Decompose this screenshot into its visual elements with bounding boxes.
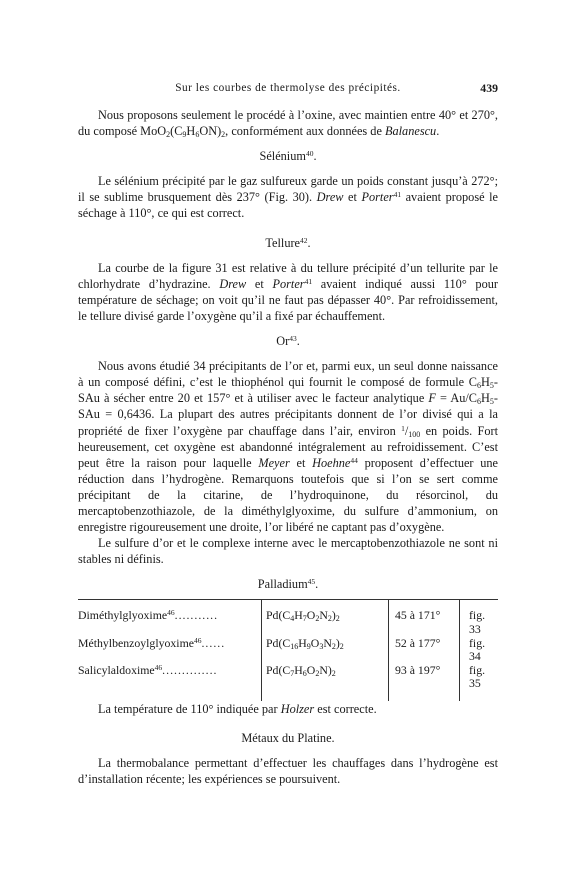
table-row: Diméthylglyoxime$^{46}$........... $Pd(C_4H_7O_2N_2)_2$ 45 à 171° fig. 33 (78, 609, 498, 636)
holzer-paragraph: La température de 110° indiquée par Holzer est correcte. (98, 702, 377, 716)
selenium-paragraph: Le sélénium précipité par le gaz sulfureux garde un poids constant jusqu’à 272°; il se sublime brusquement dès 237° (Fig. 30). Drew et Porter$^{41}$ avaient proposé le séchage à 110°, ce qui est correct. (78, 174, 498, 221)
palladium-heading: Palladium$^{45}$. (257, 577, 319, 592)
palladium-table (78, 600, 498, 701)
tellure-paragraph: La courbe de la figure 31 est relative à du tellure précipité d’un tellurite par le chlorhydrate d’hydrazine. Drew et Porter$^{41}$ avaient indiqué aussi 110° pour température de séchage; on voit qu’il ne faut pas dépasser 40°. Par refroidissement, le tellure divisé garde l’oxygène qu’il a fixé par échauffement. (78, 260, 498, 323)
platine-heading: Métaux du Platine. (241, 731, 335, 746)
table-row: Méthylbenzoylglyoxime$^{46}$...... $Pd(C_{16}H_9O_3N_2)_2$ 52 à 177° fig. 34 (78, 637, 498, 664)
platine-paragraph: La thermobalance permettant d’effectuer les chauffages dans l’hydrogène est d’installation récente; les expériences se poursuivent. (78, 756, 498, 787)
or-paragraph-2: Le sulfure d’or et le complexe interne avec le mercaptobenzothiazole ne sont ni stables ni définis. (78, 536, 498, 567)
running-header (78, 80, 498, 96)
or-paragraph: Nous avons étudié 34 précipitants de l’or et, parmi eux, un seul donne naissance à un composé défini, c’est le thiophénol qui fournit le composé de formule $C_6H_5$-SAu à sécher entre 20 et 157° et à utiliser avec le facteur analytique $F = Au/C_6H_5$-SAu = 0,6436. La plupart des autres précipitants donnent de l’or divisé qui a la propriété de fixer l’oxygène par chauffage dans l’air, environ $^1/_{100}$ en poids. Fort heureusement, cet oxygène est abandonné intégralement au refroidissement. C’est peut être la raison pour laquelle Meyer et Hoehne$^{44}$ proposent d’effectuer une réduction dans l’hydrogène. Remarquons toutefois que si l’on se sert comme précipitant de la citarine, de l’hydroquinone, du résorcinol, du mercaptobenzothiazole, de la diméthylglyoxime, du sulfure d’ammonium, on enregistre rigoureusement une droite, l’or libéré ne captant pas d’oxygène. (78, 359, 498, 535)
tellure-heading: Tellure$^{42}$. (265, 235, 311, 250)
author-balanescu: Balanescu (384, 124, 437, 139)
table-row: Salicylaldoxime$^{46}$.............. $Pd(C_7H_6O_2N)_2$ 93 à 197° fig. 35 (78, 664, 498, 691)
page-body (78, 107, 498, 787)
running-title: Sur les courbes de thermolyse des précipités. (175, 82, 401, 94)
oxine-paragraph: Nous proposons seulement le procédé à l’oxine, avec maintien entre 40° et 270°, du composé $MoO_2(C_9H_6ON)_2$, conformément aux données de Balanescu. (78, 108, 498, 140)
or-heading: Or$^{43}$. (276, 334, 300, 349)
selenium-heading: Sélénium$^{40}$. (259, 149, 317, 164)
page-number: 439 (480, 81, 498, 95)
